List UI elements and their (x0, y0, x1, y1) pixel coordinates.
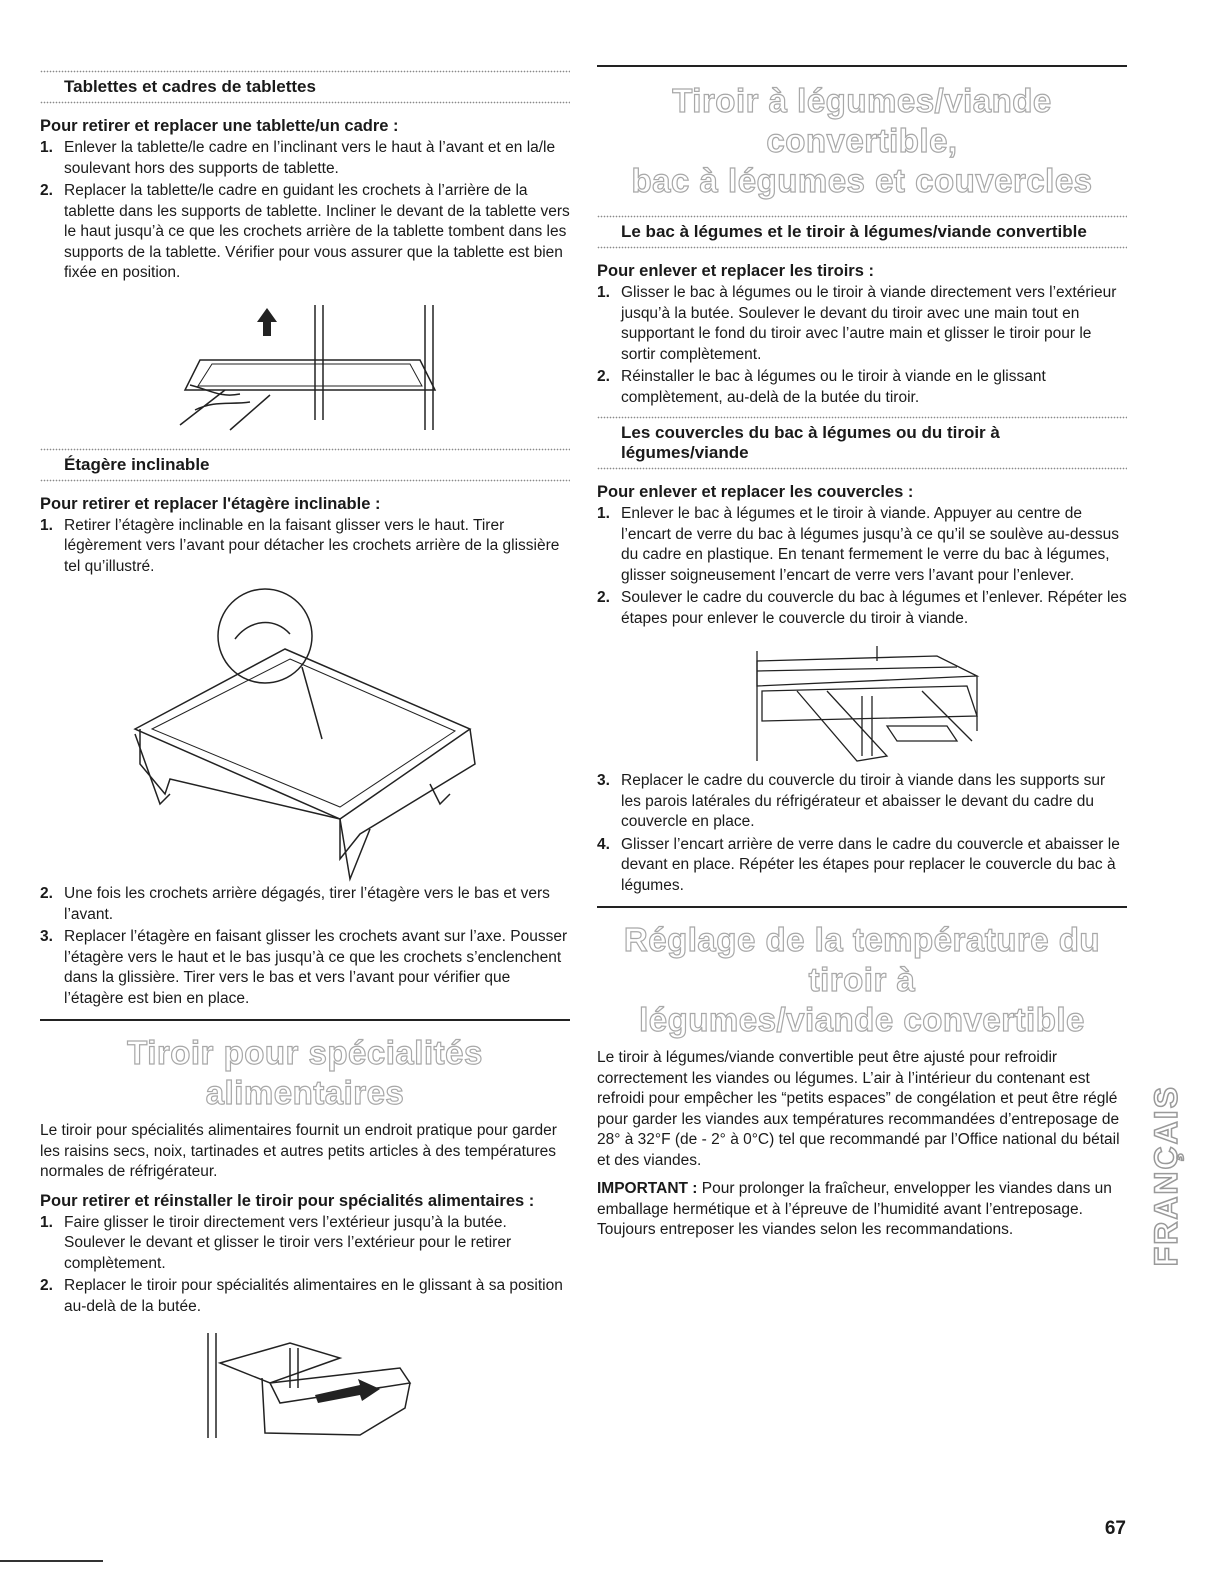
divider (597, 246, 1127, 249)
list-item: 2. Une fois les crochets arrière dégagés, tirer l’étagère vers le bas et vers l’avant. (40, 885, 550, 923)
subsection-heading-covers: Les couvercles du bac à légumes ou du tiroir à légumes/viande (621, 423, 1000, 462)
section-title-crisper-line1: Tiroir à légumes/viande convertible, (672, 82, 1052, 159)
specialty-drawer-steps (40, 1213, 570, 1318)
subheading-remove-shelf: Pour retirer et replacer une tablette/un cadre : (40, 117, 399, 135)
left-column (40, 0, 570, 1443)
section-title-crisper-line2: bac à légumes et couvercles (631, 162, 1093, 199)
drawer-steps (597, 283, 1127, 408)
shelf-steps (40, 138, 570, 284)
list-item: 2. Soulever le cadre du couvercle du bac à légumes et l’enlever. Répéter les étapes pour enlever le couvercle du tiroir à viande. (597, 589, 1127, 627)
cover-steps-continued (597, 771, 1127, 896)
list-item: 1. Enlever la tablette/le cadre en l’inclinant vers le haut à l’avant et en la/le soulevant hors des supports de tablette. (40, 139, 556, 177)
subheading-specialty-drawer: Pour retirer et réinstaller le tiroir pour spécialités alimentaires : (40, 1191, 535, 1210)
subsection-heading-crisper: Le bac à légumes et le tiroir à légumes/viande convertible (621, 222, 1087, 241)
section-rule (597, 906, 1127, 908)
section-heading-shelves: Tablettes et cadres de tablettes (64, 77, 316, 96)
list-item: 1. Retirer l’étagère inclinable en la faisant glisser vers le haut. Tirer légèrement vers l’avant pour détacher les crochets arrière de la glissière tel qu’illustré. (40, 516, 560, 575)
specialty-drawer-illustration (40, 1323, 570, 1443)
divider (40, 101, 570, 104)
list-item: 3. Replacer le cadre du couvercle du tiroir à viande dans les supports sur les parois latérales du réfrigérateur et abaisser le devant du cadre du couvercle en place. (597, 772, 1106, 830)
specialty-drawer-intro: Le tiroir pour spécialités alimentaires fournit un endroit pratique pour garder les raisins secs, noix, tartinades et autres petits articles à des températures normales de réfrigérateur. (40, 1122, 557, 1180)
section-title-temperature-line1: Réglage de la température du tiroir à (623, 921, 1101, 998)
subheading-remove-covers: Pour enlever et replacer les couvercles : (597, 483, 914, 501)
tilting-shelf-illustration (40, 579, 570, 884)
subheading-remove-tilting-shelf: Pour retirer et replacer l'étagère inclinable : (40, 494, 381, 513)
section-heading-tilting-shelf: Étagère inclinable (64, 454, 210, 474)
page-number: 67 (1104, 1518, 1126, 1539)
list-item: 1. Enlever le bac à légumes et le tiroir à viande. Appuyer au centre de l’encart de verre du bac à légumes jusqu’à ce qu’il se soulève au-dessus du cadre en plastique. En tenant fermement le verre du bac à légumes, glisser soigneusement l’encart de verre vers l’avant pour l’enlever. (597, 505, 1120, 584)
temperature-body: Le tiroir à légumes/viande convertible peut être ajusté pour refroidir correctement les viandes ou légumes. L’air à l’intérieur du contenant est refroidi pour empêcher les “petits espaces” de congélation et peut être réglé pour garder les viandes aux températures recommandées d’entreposage de 28° à 32°F (de - 2° à 0°C) tel que recommandé par l’Office national du bétail et des viandes. (597, 1049, 1120, 1169)
cover-steps (597, 504, 1127, 629)
list-item: 2. Réinstaller le bac à légumes ou le tiroir à viande en le glissant complètement, au-delà de la butée du tiroir. (597, 368, 1046, 406)
tilting-shelf-steps (40, 516, 570, 578)
list-item: 1. Faire glisser le tiroir directement vers l’extérieur jusqu’à la butée. Soulever le devant et glisser le tiroir vers l’extérieur pour le retirer complètement. (40, 1213, 512, 1272)
important-note (597, 1179, 1127, 1241)
section-title-temperature-line2: légumes/viande convertible (639, 1001, 1085, 1038)
list-item: 2. Replacer la tablette/le cadre en guidant les crochets à l’arrière de la tablette dans les supports de tablette. Incliner le devant de la tablette vers le haut jusqu’à ce que les crochets arrière de la tablette tombent dans les supports de la tablette. Vérifier pour vous assurer que la tablette est bien fixée en position. (40, 182, 570, 281)
footer-rule (0, 1560, 103, 1562)
section-title-specialty-drawer: Tiroir pour spécialités alimentaires (127, 1034, 483, 1111)
right-column (597, 0, 1127, 1241)
cover-illustration (597, 631, 1127, 771)
list-item: 3. Replacer l’étagère en faisant glisser les crochets avant sur l’axe. Pousser l’étagère vers le haut et le bas jusqu’à ce que les crochets s’enclenchent dans la glissière. Tirer vers le bas et vers l’avant pour vérifier que l’étagère est bien en place. (40, 928, 568, 1007)
language-side-tab: FRANÇAIS (1148, 1085, 1184, 1267)
important-text: Pour prolonger la fraîcheur, envelopper les viandes dans un emballage hermétique et à l’épreuve de l’humidité avant l’entreposage. Toujours entreposer les viandes selon les recommandations. (597, 1180, 1112, 1238)
tilting-shelf-steps-continued (40, 884, 570, 1009)
subheading-remove-drawers: Pour enlever et replacer les tiroirs : (597, 262, 874, 280)
section-rule (40, 1019, 570, 1021)
divider (40, 479, 570, 482)
section-rule (597, 65, 1127, 67)
list-item: 2. Replacer le tiroir pour spécialités alimentaires en le glissant à sa position au-delà de la butée. (40, 1277, 563, 1315)
important-label: IMPORTANT : (597, 1180, 698, 1197)
shelf-illustration (40, 290, 570, 440)
list-item: 1. Glisser le bac à légumes ou le tiroir à viande directement vers l’extérieur jusqu’à la butée. Soulever le devant du tiroir avec une main tout en supportant le fond du tiroir avec l’autre main et glisser le tiroir pour le sortir complètement. (597, 284, 1117, 363)
list-item: 4. Glisser l’encart arrière de verre dans le cadre du couvercle et abaisser le devant en place. Répéter les étapes pour replacer le couvercle du bac à légumes. (597, 835, 1120, 894)
divider (597, 467, 1127, 470)
